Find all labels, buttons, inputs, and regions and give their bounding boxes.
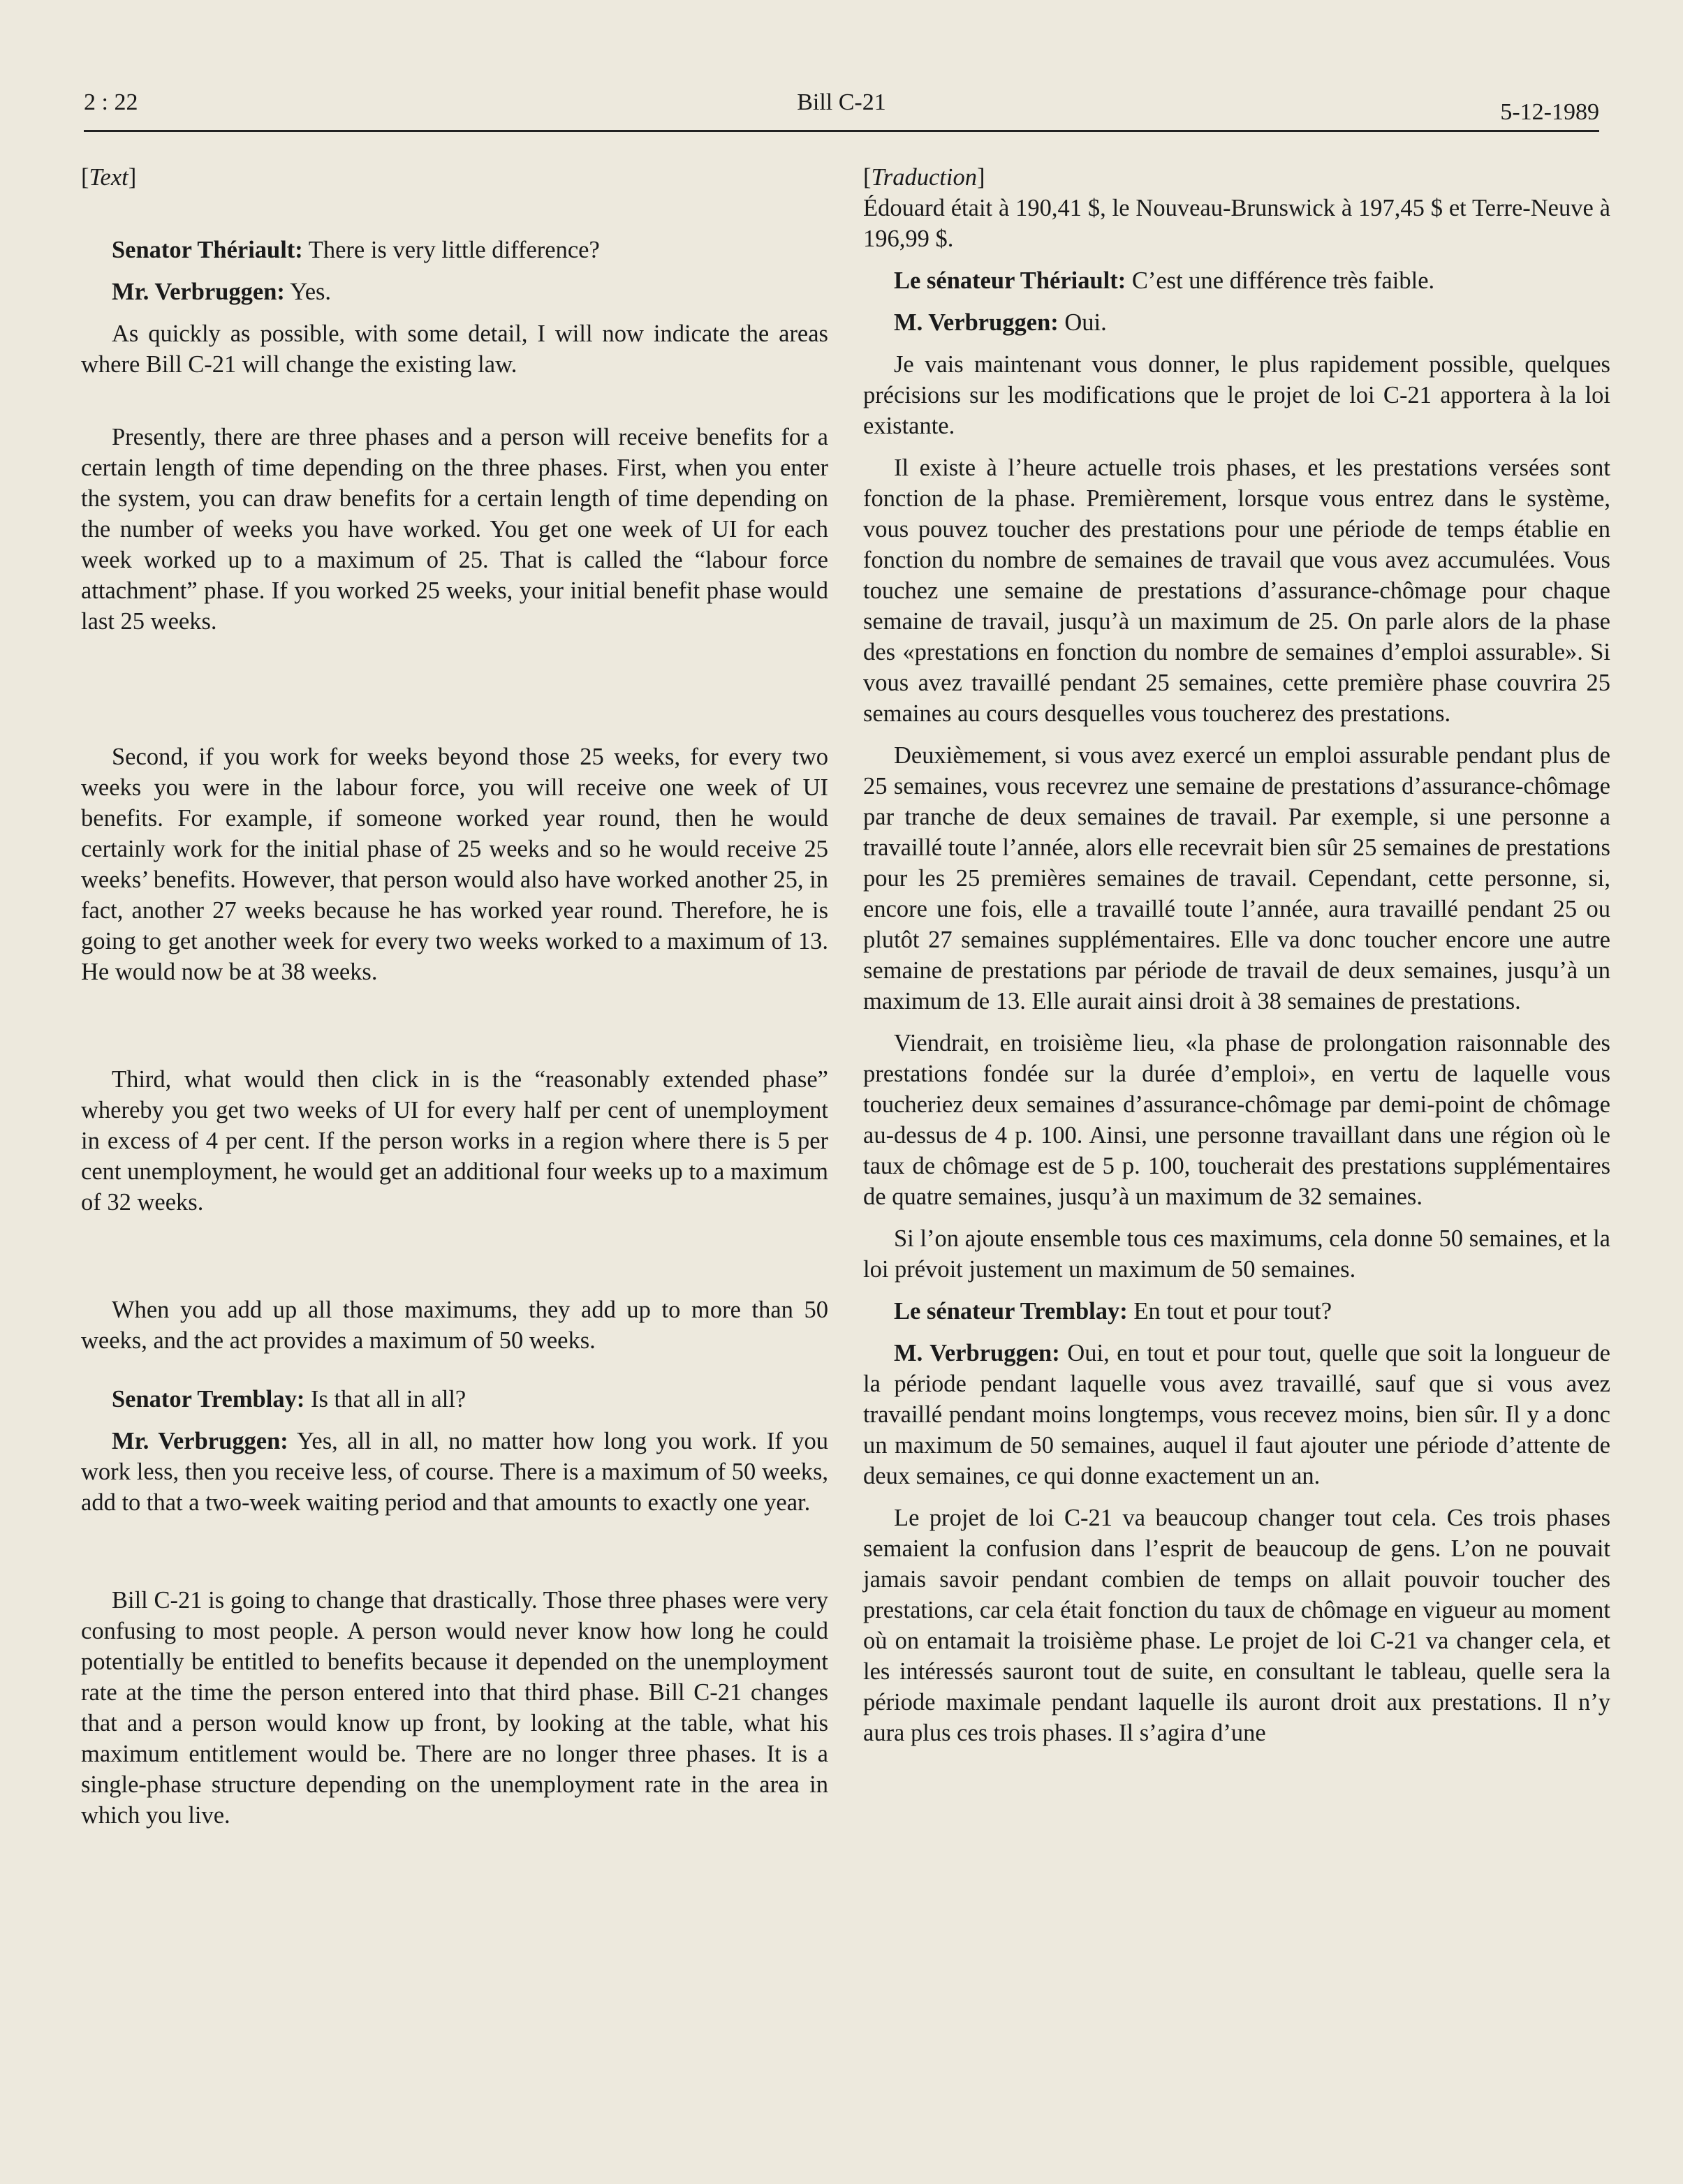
text-tag-label: Text [89, 164, 128, 191]
speaker-name: Le sénateur Tremblay: [894, 1298, 1128, 1325]
page-number: 2 : 22 [84, 89, 138, 115]
text-tag: [Text] [81, 164, 137, 191]
paragraph: Il existe à l’heure actuelle trois phases, et les prestations versées sont fonction de la phase. Premièrement, lorsque vous entrez dans le système, vous pouvez toucher des prestations pour une période de temps établie en fonction du nombre de semaines de travail que vous avez accumulées. Vous touchez une semaine de prestations d’assurance-chômage pour chaque semaine de travail, jusqu’à un maximum de 25. On parle alors de la phase des «prestations en fonction du nombre de semaines d’emploi assurable». Si vous avez travaillé pendant 25 semaines, cette première phase couvrira 25 semaines au cours desquelles vous toucherez des prestations. [863, 455, 1610, 727]
paragraph: Mr. Verbruggen: Yes, all in all, no matter how long you work. If you work less, then you receive less, of course. There is a maximum of 50 weeks, add to that a two-week waiting period and that amounts to exactly one year. [81, 1428, 828, 1516]
paragraph: Bill C-21 is going to change that drastically. Those three phases were very confusing to most people. A person would never know how long he could potentially be entitled to benefits because it depended on the unemployment rate at the time the person entered into that third phase. Bill C-21 changes that and a person would know up front, by looking at the table, what his maximum entitlement would be. There are no longer three phases. It is a single-phase structure depending on the unemployment rate in the area in which you live. [81, 1587, 828, 1829]
paragraph: Senator Tremblay: Is that all in all? [112, 1386, 466, 1412]
paragraph: Senator Thériault: There is very little difference? [112, 237, 600, 263]
header-rule [84, 130, 1599, 132]
document-title: Bill C-21 [797, 89, 886, 115]
paragraph: M. Verbruggen: Oui, en tout et pour tout, quelle que soit la longueur de la période pendant laquelle vous avez travaillé, sauf que si vous avez travaillé pendant moins longtemps, vous recevez moins, bien sûr. Il y a donc un maximum de 50 semaines, auquel il faut ajouter une période d’attente de deux semaines, ce qui donne exactement un an. [863, 1340, 1610, 1489]
paragraph: Mr. Verbruggen: Yes. [112, 279, 332, 305]
speaker-name: M. Verbruggen: [894, 1340, 1060, 1366]
paragraph: Presently, there are three phases and a person will receive benefits for a certain length of time depending on the three phases. First, when you enter the system, you can draw benefits for a certain length of time depending on the number of weeks you have worked. You get one week of UI for each week worked up to a maximum of 25. That is called the “labour force attachment” phase. If you worked 25 weeks, your initial benefit phase would last 25 weeks. [81, 424, 828, 635]
translation-tag: [Traduction] [863, 164, 985, 191]
paragraph: Second, if you work for weeks beyond those 25 weeks, for every two weeks you were in the labour force, you will receive one week of UI benefits. For example, if someone worked year round, then he would certainly work for the initial phase of 25 weeks and so he would receive 25 weeks’ benefits. However, that person would also have worked another 25, in fact, another 27 weeks because he has worked year round. Therefore, he is going to get another week for every two weeks worked to a maximum of 13. He would now be at 38 weeks. [81, 744, 828, 985]
paragraph: When you add up all those maximums, they add up to more than 50 weeks, and the act provides a maximum of 50 weeks. [81, 1297, 828, 1354]
speaker-name: Senator Thériault: [112, 237, 303, 263]
speaker-name: Mr. Verbruggen: [112, 1428, 288, 1454]
paragraph: Le sénateur Thériault: C’est une différence très faible. [894, 267, 1435, 294]
document-date: 5-12-1989 [1500, 99, 1599, 125]
paragraph: Le sénateur Tremblay: En tout et pour tout? [894, 1298, 1332, 1325]
paragraph: M. Verbruggen: Oui. [894, 309, 1107, 336]
speaker-name: Senator Tremblay: [112, 1386, 305, 1412]
speaker-name: M. Verbruggen: [894, 309, 1059, 336]
page-header [84, 87, 1599, 135]
paragraph: Édouard était à 190,41 $, le Nouveau-Brunswick à 197,45 $ et Terre-Neuve à 196,99 $. [863, 195, 1610, 252]
paragraph: Viendrait, en troisième lieu, «la phase de prolongation raisonnable des prestations fondée sur la durée d’emploi», en vertu de laquelle vous toucheriez deux semaines d’assurance-chômage par demi-point de chômage au-dessus de 4 p. 100. Ainsi, une personne travaillant dans une région où le taux de chômage est de 5 p. 100, toucherait des prestations supplémentaires de quatre semaines, jusqu’à un maximum de 32 semaines. [863, 1030, 1610, 1210]
translation-tag-label: Traduction [871, 164, 977, 191]
speaker-name: Mr. Verbruggen: [112, 279, 285, 305]
english-column [81, 162, 828, 1842]
speaker-name: Le sénateur Thériault: [894, 267, 1126, 294]
paragraph: Third, what would then click in is the “reasonably extended phase” whereby you get two weeks of UI for every half per cent of unemployment in excess of 4 per cent. If the person works in a region where there is 5 per cent unemployment, he would get an additional four weeks up to a maximum of 32 weeks. [81, 1066, 828, 1216]
paragraph: Si l’on ajoute ensemble tous ces maximums, cela donne 50 semaines, et la loi prévoit justement un maximum de 50 semaines. [863, 1225, 1610, 1283]
paragraph: Le projet de loi C-21 va beaucoup changer tout cela. Ces trois phases semaient la confusion dans l’esprit de beaucoup de gens. L’on ne pouvait jamais savoir pendant combien de temps on allait pouvoir toucher des prestations, car cela était fonction du taux de chômage en vigueur au moment où on entamait la troisième phase. Le projet de loi C-21 va changer cela, et les intéressés sauront tout de suite, en consultant le tableau, quelle sera la période maximale pendant laquelle ils auront droit aux prestations. Il n’y aura plus ces trois phases. Il s’agira d’une [863, 1505, 1610, 1746]
paragraph: As quickly as possible, with some detail, I will now indicate the areas where Bill C-21 will change the existing law. [81, 320, 828, 378]
french-column [863, 162, 1610, 1759]
paragraph: Deuxièmement, si vous avez exercé un emploi assurable pendant plus de 25 semaines, vous recevrez une semaine de prestations d’assurance-chômage par tranche de deux semaines de travail. Par exemple, si une personne a travaillé toute l’année, alors elle recevrait bien sûr 25 semaines de prestations pour les 25 premières semaines de travail. Cependant, cette personne, si, encore une fois, elle a travaillé toute l’année, aura travaillé pendant 25 ou plutôt 27 semaines supplémentaires. Elle va donc toucher encore une autre semaine de prestations par période de travail de deux semaines, jusqu’à un maximum de 13. Elle aurait ainsi droit à 38 semaines de prestations. [863, 742, 1610, 1014]
paragraph: Je vais maintenant vous donner, le plus rapidement possible, quelques précisions sur les modifications que le projet de loi C-21 apportera à la loi existante. [863, 351, 1610, 439]
